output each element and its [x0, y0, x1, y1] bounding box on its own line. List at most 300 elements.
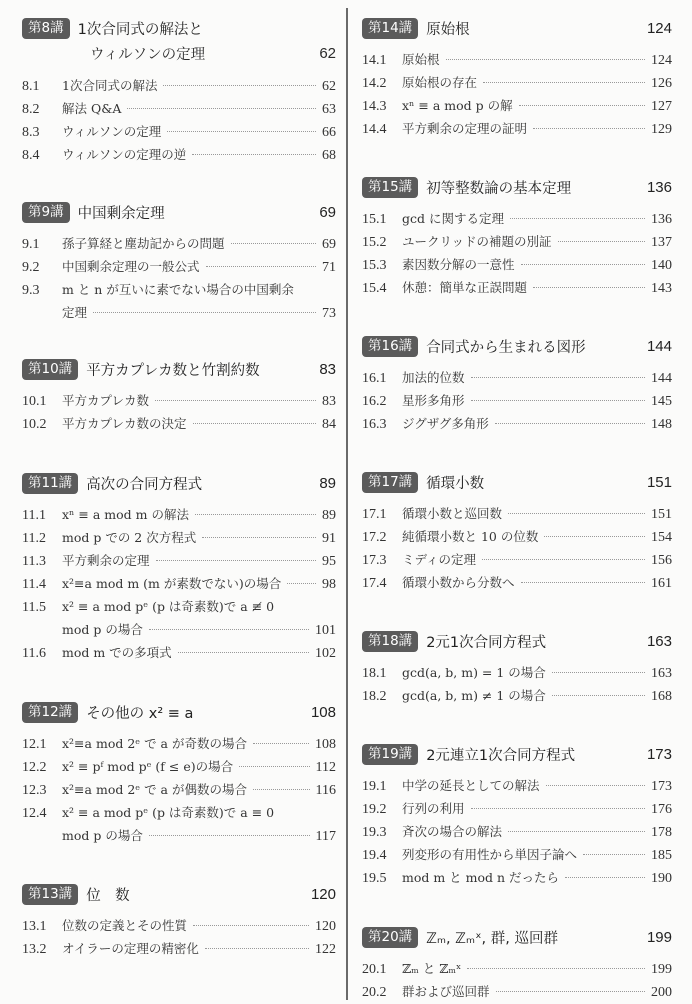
- section-page: 89: [322, 508, 336, 523]
- section-page: 199: [651, 962, 672, 977]
- chapter-block: [22, 357, 336, 435]
- section-title: 素因数分解の一意性: [402, 257, 515, 272]
- section-number: 19.3: [362, 825, 387, 840]
- dot-leader: [533, 128, 645, 129]
- section-list: [362, 207, 672, 299]
- section-item[interactable]: [362, 774, 672, 797]
- chapter-badge: 第11講: [22, 473, 78, 494]
- section-title: ℤₘ と ℤₘˣ: [402, 961, 462, 976]
- section-number: 17.3: [362, 553, 387, 568]
- dot-leader: [193, 925, 309, 926]
- dot-leader: [483, 82, 645, 83]
- section-title: 斉次の場合の解法: [402, 824, 503, 839]
- chapter-block: [362, 175, 672, 299]
- section-page: 126: [651, 76, 672, 91]
- section-title: 平方剰余の定理の証明: [402, 121, 528, 136]
- section-page: 136: [651, 212, 672, 227]
- section-number: 19.4: [362, 848, 387, 863]
- chapter-heading[interactable]: [362, 629, 672, 653]
- section-number: 8.3: [22, 125, 40, 140]
- section-item[interactable]: [22, 801, 336, 824]
- chapter-title: 中国剰余定理: [77, 205, 165, 222]
- section-page: 156: [651, 553, 672, 568]
- chapter-title: 平方カプレカ数と竹割約数: [86, 362, 260, 379]
- chapter-badge: 第20講: [362, 927, 418, 948]
- section-item[interactable]: [362, 957, 672, 980]
- section-number: 16.2: [362, 394, 387, 409]
- chapter-heading[interactable]: [362, 175, 672, 199]
- section-title: 解法 Q&A: [62, 101, 122, 116]
- section-item[interactable]: [22, 914, 336, 937]
- section-list: [22, 74, 336, 166]
- dot-leader: [552, 695, 645, 696]
- section-page: 168: [651, 689, 672, 704]
- chapter-heading[interactable]: [362, 470, 672, 494]
- section-title: オイラーの定理の精密化: [62, 941, 199, 956]
- dot-leader: [467, 968, 645, 969]
- dot-leader: [546, 785, 645, 786]
- section-title: 中国剰余定理の一般公式: [62, 259, 200, 274]
- dot-leader: [163, 85, 316, 86]
- dot-leader: [495, 423, 645, 424]
- section-page: 145: [651, 394, 672, 409]
- section-page: 69: [322, 237, 336, 252]
- section-item[interactable]: [362, 253, 672, 276]
- section-item[interactable]: [22, 755, 336, 778]
- section-title: 純循環小数と 10 の位数: [402, 529, 539, 544]
- section-page: 127: [651, 99, 672, 114]
- section-number: 20.1: [362, 962, 387, 977]
- section-title: 列変形の有用性から単因子論へ: [402, 847, 578, 862]
- chapter-block: [22, 471, 336, 664]
- section-item[interactable]: [362, 843, 672, 866]
- section-page: 148: [651, 417, 672, 432]
- chapter-heading[interactable]: [362, 16, 672, 40]
- section-title: xⁿ ≡ a mod m の解法: [62, 507, 189, 522]
- chapter-block: [22, 200, 336, 324]
- dot-leader: [202, 537, 316, 538]
- chapter-badge: 第14講: [362, 18, 418, 39]
- section-page: 140: [651, 258, 672, 273]
- section-number: 9.1: [22, 237, 40, 252]
- section-title-continuation: mod p の場合: [62, 828, 143, 843]
- section-number: 11.4: [22, 577, 46, 592]
- section-number: 14.4: [362, 122, 387, 137]
- section-number: 10.1: [22, 394, 47, 409]
- section-item[interactable]: [22, 412, 336, 435]
- section-title: 中学の延長としての解法: [402, 778, 540, 793]
- section-number: 8.1: [22, 79, 40, 94]
- dot-leader: [149, 629, 309, 630]
- section-number: 11.6: [22, 646, 46, 661]
- dot-leader: [471, 400, 645, 401]
- section-item-continuation[interactable]: [22, 824, 336, 847]
- section-item[interactable]: [22, 97, 336, 120]
- chapter-title: その他の x² ≡ a: [86, 705, 194, 722]
- dot-leader: [510, 218, 645, 219]
- section-item[interactable]: [362, 48, 672, 71]
- section-page: 62: [322, 79, 336, 94]
- section-number: 13.1: [22, 919, 47, 934]
- section-title: mod p での 2 次方程式: [62, 530, 197, 545]
- chapter-title: 初等整数論の基本定理: [426, 180, 572, 197]
- section-page: 102: [315, 646, 336, 661]
- chapter-badge: 第15講: [362, 177, 418, 198]
- dot-leader: [205, 948, 309, 949]
- section-number: 17.2: [362, 530, 387, 545]
- section-page: 91: [322, 531, 336, 546]
- section-title-continuation: 定理: [62, 305, 88, 320]
- section-page: 144: [651, 371, 672, 386]
- section-page: 178: [651, 825, 672, 840]
- section-item[interactable]: [22, 232, 336, 255]
- section-item[interactable]: [22, 641, 336, 664]
- section-title: gcd に関する定理: [402, 211, 504, 226]
- section-item[interactable]: [22, 74, 336, 97]
- section-title: m と n が互いに素でない場合の中国剰余: [62, 282, 294, 297]
- section-list: [22, 232, 336, 324]
- chapter-badge: 第17講: [362, 472, 418, 493]
- chapter-heading[interactable]: [22, 471, 336, 495]
- dot-leader: [496, 991, 645, 992]
- section-number: 11.3: [22, 554, 46, 569]
- dot-leader: [239, 766, 309, 767]
- dot-leader: [167, 131, 316, 132]
- chapter-heading[interactable]: [22, 16, 336, 40]
- section-page: 95: [322, 554, 336, 569]
- section-page: 190: [651, 871, 672, 886]
- section-page: 101: [315, 623, 336, 638]
- section-page: 122: [315, 942, 336, 957]
- section-page: 71: [322, 260, 336, 275]
- section-item[interactable]: [362, 94, 672, 117]
- chapter-title: 位 数: [86, 887, 130, 904]
- section-item[interactable]: [22, 778, 336, 801]
- section-page: 120: [315, 919, 336, 934]
- chapter-heading[interactable]: [22, 882, 336, 906]
- section-title: 平方剰余の定理: [62, 553, 150, 568]
- chapter-badge: 第9講: [22, 202, 70, 223]
- dot-leader: [155, 400, 316, 401]
- dot-leader: [519, 105, 645, 106]
- section-item[interactable]: [362, 412, 672, 435]
- section-page: 176: [651, 802, 672, 817]
- section-item[interactable]: [22, 937, 336, 960]
- section-list: [362, 661, 672, 707]
- dot-leader: [508, 513, 645, 514]
- chapter-block: [362, 334, 672, 435]
- section-list: [362, 957, 672, 1003]
- chapter-heading[interactable]: [22, 700, 336, 724]
- dot-leader: [521, 582, 645, 583]
- section-number: 12.3: [22, 783, 47, 798]
- section-number: 17.1: [362, 507, 387, 522]
- chapter-page: 120: [310, 885, 336, 903]
- section-number: 10.2: [22, 417, 47, 432]
- section-item[interactable]: [362, 571, 672, 594]
- section-list: [22, 503, 336, 664]
- chapter-badge: 第13講: [22, 884, 78, 905]
- section-title: x² ≡ a mod pᵉ (p は奇素数)で a ≢ 0: [62, 599, 275, 614]
- section-item[interactable]: [22, 389, 336, 412]
- section-title-continuation: mod p の場合: [62, 622, 143, 637]
- section-item[interactable]: [22, 526, 336, 549]
- section-list: [22, 732, 336, 847]
- column-divider: [346, 8, 348, 1000]
- dot-leader: [533, 287, 645, 288]
- section-number: 15.4: [362, 281, 387, 296]
- chapter-page: 62: [319, 44, 336, 62]
- section-number: 11.1: [22, 508, 46, 523]
- section-number: 16.1: [362, 371, 387, 386]
- dot-leader: [565, 877, 645, 878]
- section-title: 加法的位数: [402, 370, 465, 385]
- chapter-block: [362, 470, 672, 594]
- section-number: 14.3: [362, 99, 387, 114]
- chapter-badge: 第8講: [22, 18, 70, 39]
- section-item[interactable]: [22, 278, 336, 301]
- dot-leader: [287, 583, 316, 584]
- chapter-badge: 第16講: [362, 336, 418, 357]
- section-list: [362, 48, 672, 140]
- dot-leader: [231, 243, 316, 244]
- dot-leader: [521, 264, 645, 265]
- section-page: 173: [651, 779, 672, 794]
- chapter-heading[interactable]: [22, 200, 336, 224]
- dot-leader: [253, 789, 310, 790]
- section-page: 68: [322, 148, 336, 163]
- chapter-page: 151: [646, 473, 672, 491]
- section-item[interactable]: [362, 117, 672, 140]
- dot-leader: [471, 377, 645, 378]
- dot-leader: [552, 672, 645, 673]
- chapter-page: 124: [646, 19, 672, 37]
- chapter-page: 83: [319, 360, 336, 378]
- chapter-title: ℤₘ, ℤₘˣ, 群, 巡回群: [426, 930, 558, 947]
- section-number: 11.2: [22, 531, 46, 546]
- section-item[interactable]: [362, 389, 672, 412]
- section-list: [22, 389, 336, 435]
- chapter-heading-line2[interactable]: [22, 40, 336, 66]
- section-number: 12.1: [22, 737, 47, 752]
- section-page: 124: [651, 53, 672, 68]
- section-title: ウィルソンの定理の逆: [62, 147, 187, 162]
- section-number: 9.2: [22, 260, 40, 275]
- section-title: 行列の利用: [402, 801, 465, 816]
- section-list: [362, 366, 672, 435]
- dot-leader: [156, 560, 316, 561]
- section-number: 19.5: [362, 871, 387, 886]
- section-page: 73: [322, 306, 336, 321]
- section-number: 18.1: [362, 666, 387, 681]
- chapter-title: 高次の合同方程式: [86, 476, 203, 493]
- chapter-page: 108: [310, 703, 336, 721]
- section-title: 群および巡回群: [402, 984, 490, 999]
- chapter-badge: 第18講: [362, 631, 418, 652]
- chapter-heading[interactable]: [362, 925, 672, 949]
- chapter-heading[interactable]: [362, 334, 672, 358]
- section-list: [22, 914, 336, 960]
- chapter-title-line2: ウィルソンの定理: [90, 46, 206, 63]
- section-number: 20.2: [362, 985, 387, 1000]
- section-item-continuation[interactable]: [22, 618, 336, 641]
- section-page: 185: [651, 848, 672, 863]
- section-title: x² ≡ a mod pᵉ (p は奇素数)で a ≡ 0: [62, 805, 275, 820]
- section-item[interactable]: [22, 572, 336, 595]
- chapter-block: [362, 16, 672, 140]
- section-page: 161: [651, 576, 672, 591]
- section-item[interactable]: [362, 820, 672, 843]
- section-title: ミディの定理: [402, 552, 477, 567]
- section-item[interactable]: [362, 866, 672, 889]
- section-title: 循環小数と巡回数: [402, 506, 503, 521]
- section-title: ユークリッドの補題の別証: [402, 234, 552, 249]
- section-item[interactable]: [362, 366, 672, 389]
- section-title: mod m と mod n だったら: [402, 870, 560, 885]
- dot-leader: [508, 831, 645, 832]
- section-page: 151: [651, 507, 672, 522]
- section-number: 15.3: [362, 258, 387, 273]
- section-number: 19.1: [362, 779, 387, 794]
- section-item[interactable]: [22, 549, 336, 572]
- chapter-title: 2元連立1次合同方程式: [426, 747, 576, 764]
- dot-leader: [253, 743, 309, 744]
- section-number: 8.4: [22, 148, 40, 163]
- section-page: 143: [651, 281, 672, 296]
- section-item[interactable]: [362, 230, 672, 253]
- dot-leader: [583, 854, 645, 855]
- section-number: 18.2: [362, 689, 387, 704]
- section-title: 平方カプレカ数の決定: [62, 416, 187, 431]
- section-page: 66: [322, 125, 336, 140]
- chapter-page: 173: [646, 745, 672, 763]
- chapter-page: 89: [319, 474, 336, 492]
- section-item[interactable]: [22, 595, 336, 618]
- dot-leader: [558, 241, 645, 242]
- section-number: 13.2: [22, 942, 47, 957]
- section-title: ウィルソンの定理: [62, 124, 162, 139]
- chapter-title: 1次合同式の解法と: [77, 21, 203, 38]
- chapter-badge: 第10講: [22, 359, 78, 380]
- chapter-block: [362, 742, 672, 889]
- section-page: 63: [322, 102, 336, 117]
- section-list: [362, 502, 672, 594]
- chapter-title: 2元1次合同方程式: [426, 634, 547, 651]
- section-number: 9.3: [22, 283, 40, 298]
- section-number: 15.1: [362, 212, 387, 227]
- section-title: x²≡a mod 2ᵉ で a が奇数の場合: [62, 736, 247, 751]
- dot-leader: [93, 312, 316, 313]
- chapter-page: 163: [646, 632, 672, 650]
- section-item[interactable]: [22, 503, 336, 526]
- section-page: 84: [322, 417, 336, 432]
- section-title: 孫子算経と塵劫記からの問題: [62, 236, 225, 251]
- section-title: x²≡a mod 2ᵉ で a が偶数の場合: [62, 782, 247, 797]
- chapter-title: 循環小数: [426, 475, 485, 492]
- section-title: mod m での多項式: [62, 645, 172, 660]
- dot-leader: [206, 266, 316, 267]
- section-item[interactable]: [362, 71, 672, 94]
- section-item[interactable]: [22, 120, 336, 143]
- dot-leader: [544, 536, 645, 537]
- section-page: 98: [322, 577, 336, 592]
- section-page: 137: [651, 235, 672, 250]
- section-item[interactable]: [362, 661, 672, 684]
- section-title: 休憩：簡単な正誤問題: [402, 280, 528, 295]
- section-title: x² ≡ pᶠ mod pᵉ (f ≤ e)の場合: [62, 759, 234, 774]
- section-page: 116: [315, 783, 336, 798]
- chapter-page: 199: [646, 928, 672, 946]
- section-page: 108: [315, 737, 336, 752]
- section-number: 15.2: [362, 235, 387, 250]
- section-number: 12.2: [22, 760, 47, 775]
- section-item[interactable]: [362, 502, 672, 525]
- chapter-title: 原始根: [426, 21, 470, 38]
- section-title: 平方カプレカ数: [62, 393, 150, 408]
- section-number: 19.2: [362, 802, 387, 817]
- section-item[interactable]: [362, 797, 672, 820]
- section-item[interactable]: [362, 525, 672, 548]
- dot-leader: [193, 423, 316, 424]
- dot-leader: [482, 559, 645, 560]
- section-number: 17.4: [362, 576, 387, 591]
- section-item[interactable]: [22, 143, 336, 166]
- chapter-heading[interactable]: [22, 357, 336, 381]
- chapter-page: 136: [646, 178, 672, 196]
- section-page: 83: [322, 394, 336, 409]
- section-item-continuation[interactable]: [22, 301, 336, 324]
- dot-leader: [178, 652, 309, 653]
- section-page: 117: [315, 829, 336, 844]
- section-title: gcd(a, b, m) = 1 の場合: [402, 665, 546, 680]
- chapter-title: 合同式から生まれる図形: [426, 339, 586, 356]
- section-number: 14.1: [362, 53, 387, 68]
- section-title: 星形多角形: [402, 393, 465, 408]
- chapter-page: 69: [319, 203, 336, 221]
- chapter-heading[interactable]: [362, 742, 672, 766]
- section-item[interactable]: [362, 276, 672, 299]
- section-page: 163: [651, 666, 672, 681]
- chapter-block: [22, 700, 336, 847]
- section-item[interactable]: [362, 207, 672, 230]
- chapter-block: [362, 925, 672, 1003]
- section-page: 200: [651, 985, 672, 1000]
- section-page: 154: [651, 530, 672, 545]
- section-title: 原始根の存在: [402, 75, 478, 90]
- section-item[interactable]: [362, 684, 672, 707]
- section-title: gcd(a, b, m) ≠ 1 の場合: [402, 688, 546, 703]
- section-title: 循環小数から分数へ: [402, 575, 515, 590]
- section-list: [362, 774, 672, 889]
- section-number: 16.3: [362, 417, 387, 432]
- section-number: 11.5: [22, 600, 46, 615]
- section-title: xⁿ ≡ a mod p の解: [402, 98, 513, 113]
- chapter-page: 144: [646, 337, 672, 355]
- section-title: 1次合同式の解法: [62, 78, 158, 93]
- section-item[interactable]: [22, 255, 336, 278]
- chapter-block: [22, 882, 336, 960]
- section-item[interactable]: [22, 732, 336, 755]
- chapter-badge: 第19講: [362, 744, 418, 765]
- section-title: ジグザグ多角形: [402, 416, 489, 431]
- section-title: x²≡a mod m (m が素数でない)の場合: [62, 576, 282, 591]
- dot-leader: [149, 835, 310, 836]
- chapter-block: [22, 16, 336, 166]
- dot-leader: [195, 514, 316, 515]
- section-number: 12.4: [22, 806, 47, 821]
- section-number: 14.2: [362, 76, 387, 91]
- section-item[interactable]: [362, 548, 672, 571]
